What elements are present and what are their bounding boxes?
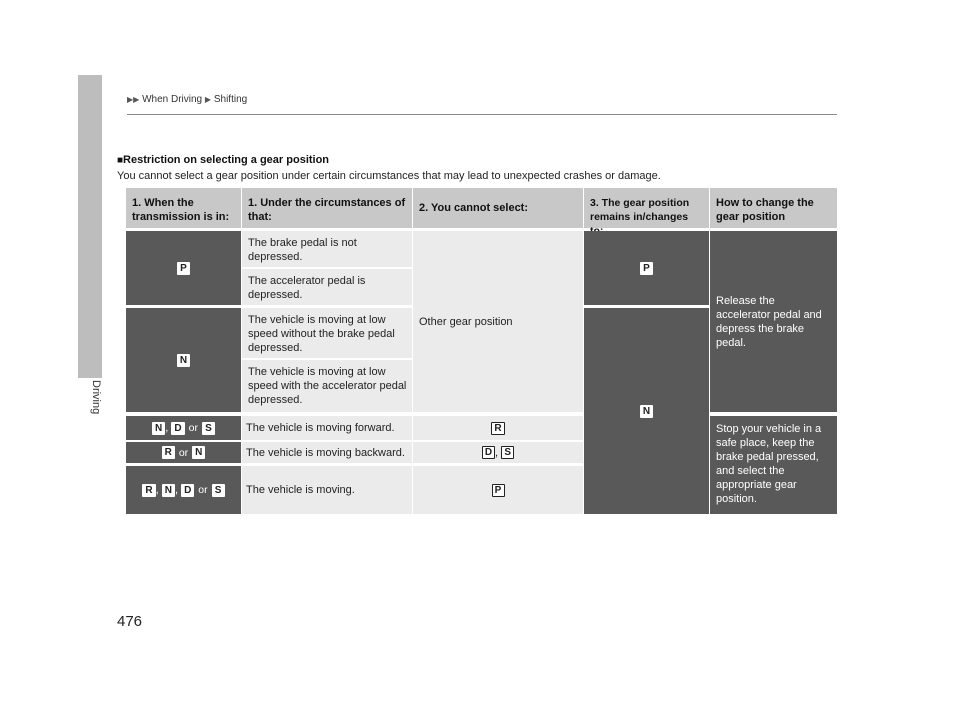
gear-key-s: S	[202, 422, 215, 435]
condition-moving-text: The vehicle is moving.	[246, 484, 355, 496]
gear-key-n: N	[152, 422, 165, 435]
breadcrumb-arrow-icon: ▶▶	[127, 95, 140, 104]
gear-key-p: P	[177, 262, 190, 275]
cannot-select-row5	[413, 416, 583, 440]
separator-comma: ,	[155, 484, 159, 496]
header-circumstances: 1. Under the circumstances of that:	[242, 188, 412, 228]
gear-key-r: R	[142, 484, 155, 497]
howto-release	[710, 231, 837, 412]
section-tab	[78, 75, 102, 378]
condition-low-speed-accel: The vehicle is moving at low speed with the accelerator pedal depressed.	[242, 360, 412, 412]
condition-moving-forward-text: The vehicle is moving forward.	[246, 422, 395, 434]
section-label	[84, 380, 108, 440]
header-remains: 3. The gear position remains in/changes	[584, 188, 709, 228]
remains-n	[584, 308, 709, 514]
cannot-select-other	[413, 231, 583, 412]
gear-cell-p	[126, 231, 241, 305]
howto-release-text: Release the accelerator pedal and depress the brake pedal.	[716, 294, 822, 349]
separator-comma: ,	[495, 446, 499, 459]
condition-moving-forward	[242, 416, 412, 440]
page-number: 476	[117, 613, 143, 630]
condition-low-speed-no-brake: The vehicle is moving at low speed without the brake pedal depressed.	[242, 308, 412, 358]
breadcrumb-item-shifting: Shifting	[213, 94, 248, 105]
condition-moving-backward	[242, 442, 412, 463]
separator-or: or	[178, 446, 189, 459]
gear-key-s: S	[212, 484, 225, 497]
gear-key-d: D	[482, 446, 495, 459]
header-how-to-change: How to change the gear position	[710, 188, 837, 228]
gear-key-n: N	[192, 446, 205, 459]
gear-key-n: N	[162, 484, 175, 497]
gear-key-s: S	[501, 446, 514, 459]
gear-key-d: D	[181, 484, 194, 497]
header-transmission: 1. When the transmission is in:	[126, 188, 241, 228]
intro-text: You cannot select a gear position under certain circumstances that may lead to unexpected crashes or damage.	[117, 170, 661, 182]
section-label-text: Driving	[90, 380, 102, 415]
condition-moving-backward-text: The vehicle is moving backward.	[246, 446, 405, 459]
separator-comma: ,	[165, 422, 169, 434]
gear-key-p: P	[640, 262, 653, 275]
separator-or: or	[188, 422, 198, 434]
cannot-select-row6	[413, 442, 583, 463]
separator-or: or	[198, 484, 208, 496]
gear-cell-row5	[126, 416, 241, 440]
breadcrumb-arrow-icon: ▶	[204, 95, 212, 104]
header-cannot-select-text: 2. You cannot select:	[419, 202, 529, 214]
section-heading	[117, 154, 329, 166]
gear-key-p: P	[492, 484, 505, 497]
remains-p	[584, 231, 709, 305]
separator-comma: ,	[174, 484, 178, 496]
gear-key-r: R	[162, 446, 175, 459]
gear-key-n: N	[640, 405, 653, 418]
gear-cell-row7	[126, 466, 241, 514]
breadcrumb	[127, 94, 247, 105]
section-heading-text: Restriction on selecting a gear position	[123, 154, 330, 166]
condition-accel-depressed: The accelerator pedal is depressed.	[242, 269, 412, 305]
gear-key-n: N	[177, 354, 190, 367]
breadcrumb-item-when-driving: When Driving	[142, 94, 203, 105]
howto-stop: Stop your vehicle in a safe place, keep the brake pedal pressed, and select the appropriate gear position.	[710, 416, 837, 514]
header-cannot-select	[413, 188, 583, 228]
gear-key-d: D	[171, 422, 184, 435]
condition-brake-not-depressed: The brake pedal is not depressed.	[242, 231, 412, 267]
cannot-select-row7	[413, 466, 583, 514]
gear-cell-n	[126, 308, 241, 412]
bullet-square-icon: ■	[117, 155, 124, 166]
cannot-select-other-text: Other gear position	[419, 315, 513, 328]
condition-moving	[242, 466, 412, 514]
header-divider	[127, 114, 837, 115]
gear-cell-row6	[126, 442, 241, 463]
gear-key-r: R	[491, 422, 504, 435]
